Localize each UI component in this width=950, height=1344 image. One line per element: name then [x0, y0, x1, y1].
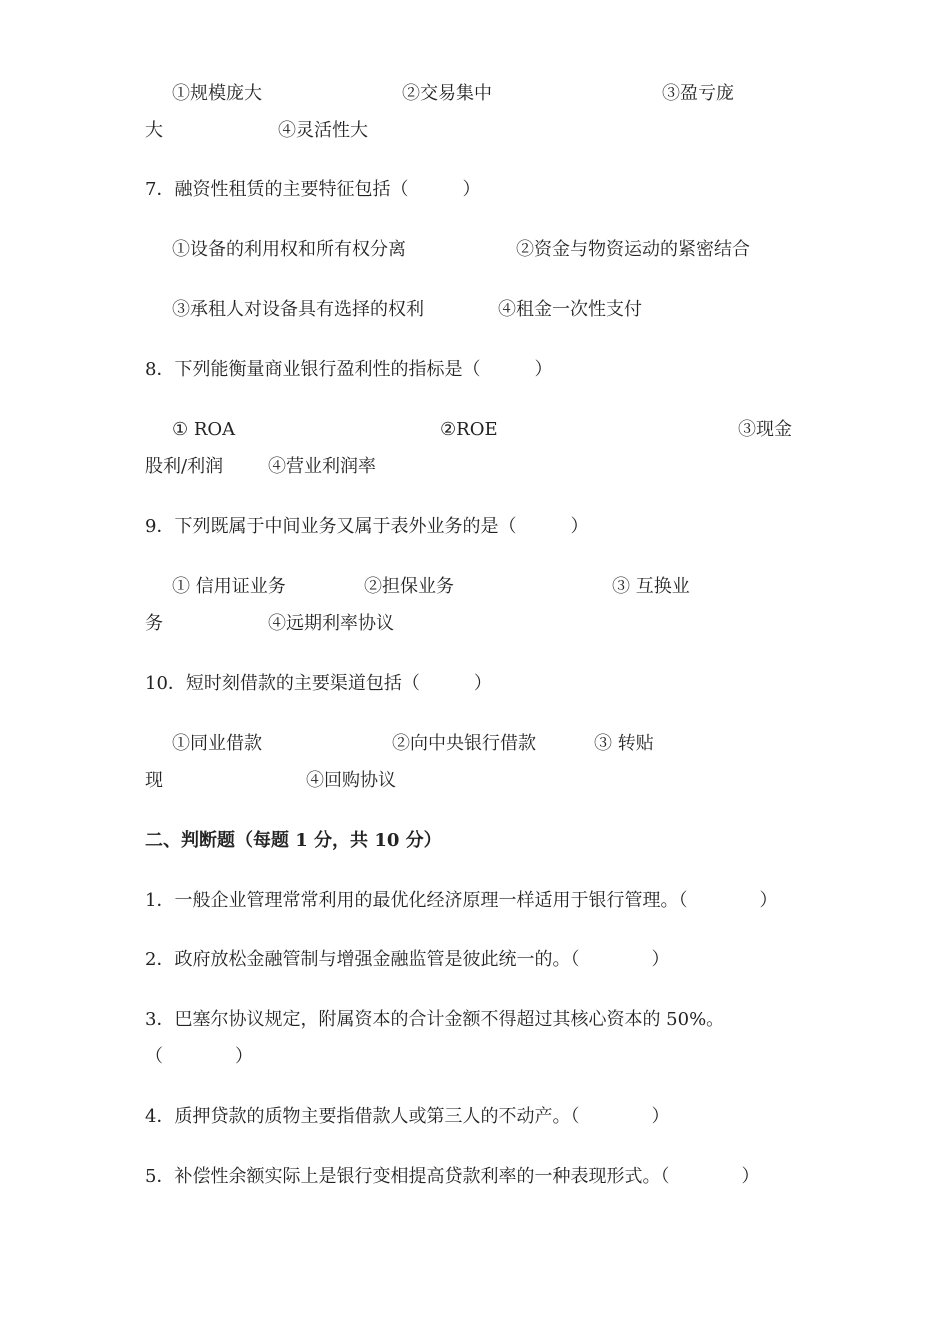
q10-option-3-continuation: 现	[145, 770, 163, 791]
q10-option-1: ①同业借款	[172, 733, 262, 754]
q10-option-2: ②向中央银行借款	[392, 733, 536, 754]
q10-option-3: ③ 转贴	[594, 733, 654, 754]
q6-option-3-continuation: 大	[145, 120, 163, 141]
judgment-item-2: 2．政府放松金融管制与增强金融监管是彼此统一的。（ ）	[145, 949, 670, 970]
judgment-item-4: 4．质押贷款的质物主要指借款人或第三人的不动产。（ ）	[145, 1106, 670, 1127]
q9-option-2: ②担保业务	[364, 576, 454, 597]
q8-option-3: ③现金	[738, 419, 792, 440]
q6-option-3: ③盈亏庞	[662, 83, 734, 104]
q8-option-1: ① ROA	[172, 419, 236, 440]
judgment-item-5: 5．补偿性余额实际上是银行变相提高贷款利率的一种表现形式。（ ）	[145, 1166, 760, 1187]
q10-option-4: ④回购协议	[306, 770, 396, 791]
q8-stem: 8．下列能衡量商业银行盈利性的指标是（ ）	[145, 359, 553, 380]
q8-option-2: ②ROE	[440, 419, 498, 440]
q10-stem: 10．短时刻借款的主要渠道包括（ ）	[145, 673, 492, 694]
judgment-item-3: 3．巴塞尔协议规定，附属资本的合计金额不得超过其核心资本的 50%。	[145, 1009, 725, 1030]
q7-option-4: ④租金一次性支付	[498, 299, 642, 320]
judgment-item-1: 1．一般企业管理常常利用的最优化经济原理一样适用于银行管理。（ ）	[145, 890, 778, 911]
q7-option-2: ②资金与物资运动的紧密结合	[516, 239, 750, 260]
q6-option-1: ①规模庞大	[172, 83, 262, 104]
q9-option-4: ④远期利率协议	[268, 613, 394, 634]
q7-option-1: ①设备的利用权和所有权分离	[172, 239, 406, 260]
q6-option-4: ④灵活性大	[278, 120, 368, 141]
q9-option-1: ① 信用证业务	[172, 576, 286, 597]
judgment-item-3-answer-blank: （ ）	[145, 1046, 253, 1067]
section-2-heading: 二、判断题（每题 1 分，共 10 分）	[145, 830, 442, 851]
q9-stem: 9．下列既属于中间业务又属于表外业务的是（ ）	[145, 516, 589, 537]
q7-stem: 7．融资性租赁的主要特征包括（ ）	[145, 179, 481, 200]
q9-option-3: ③ 互换业	[612, 576, 690, 597]
q9-option-3-continuation: 务	[145, 613, 163, 634]
q6-option-2: ②交易集中	[402, 83, 492, 104]
q7-option-3: ③承租人对设备具有选择的权利	[172, 299, 424, 320]
q8-option-4: ④营业利润率	[268, 456, 376, 477]
q8-option-3-continuation: 股利/利润	[145, 456, 224, 477]
